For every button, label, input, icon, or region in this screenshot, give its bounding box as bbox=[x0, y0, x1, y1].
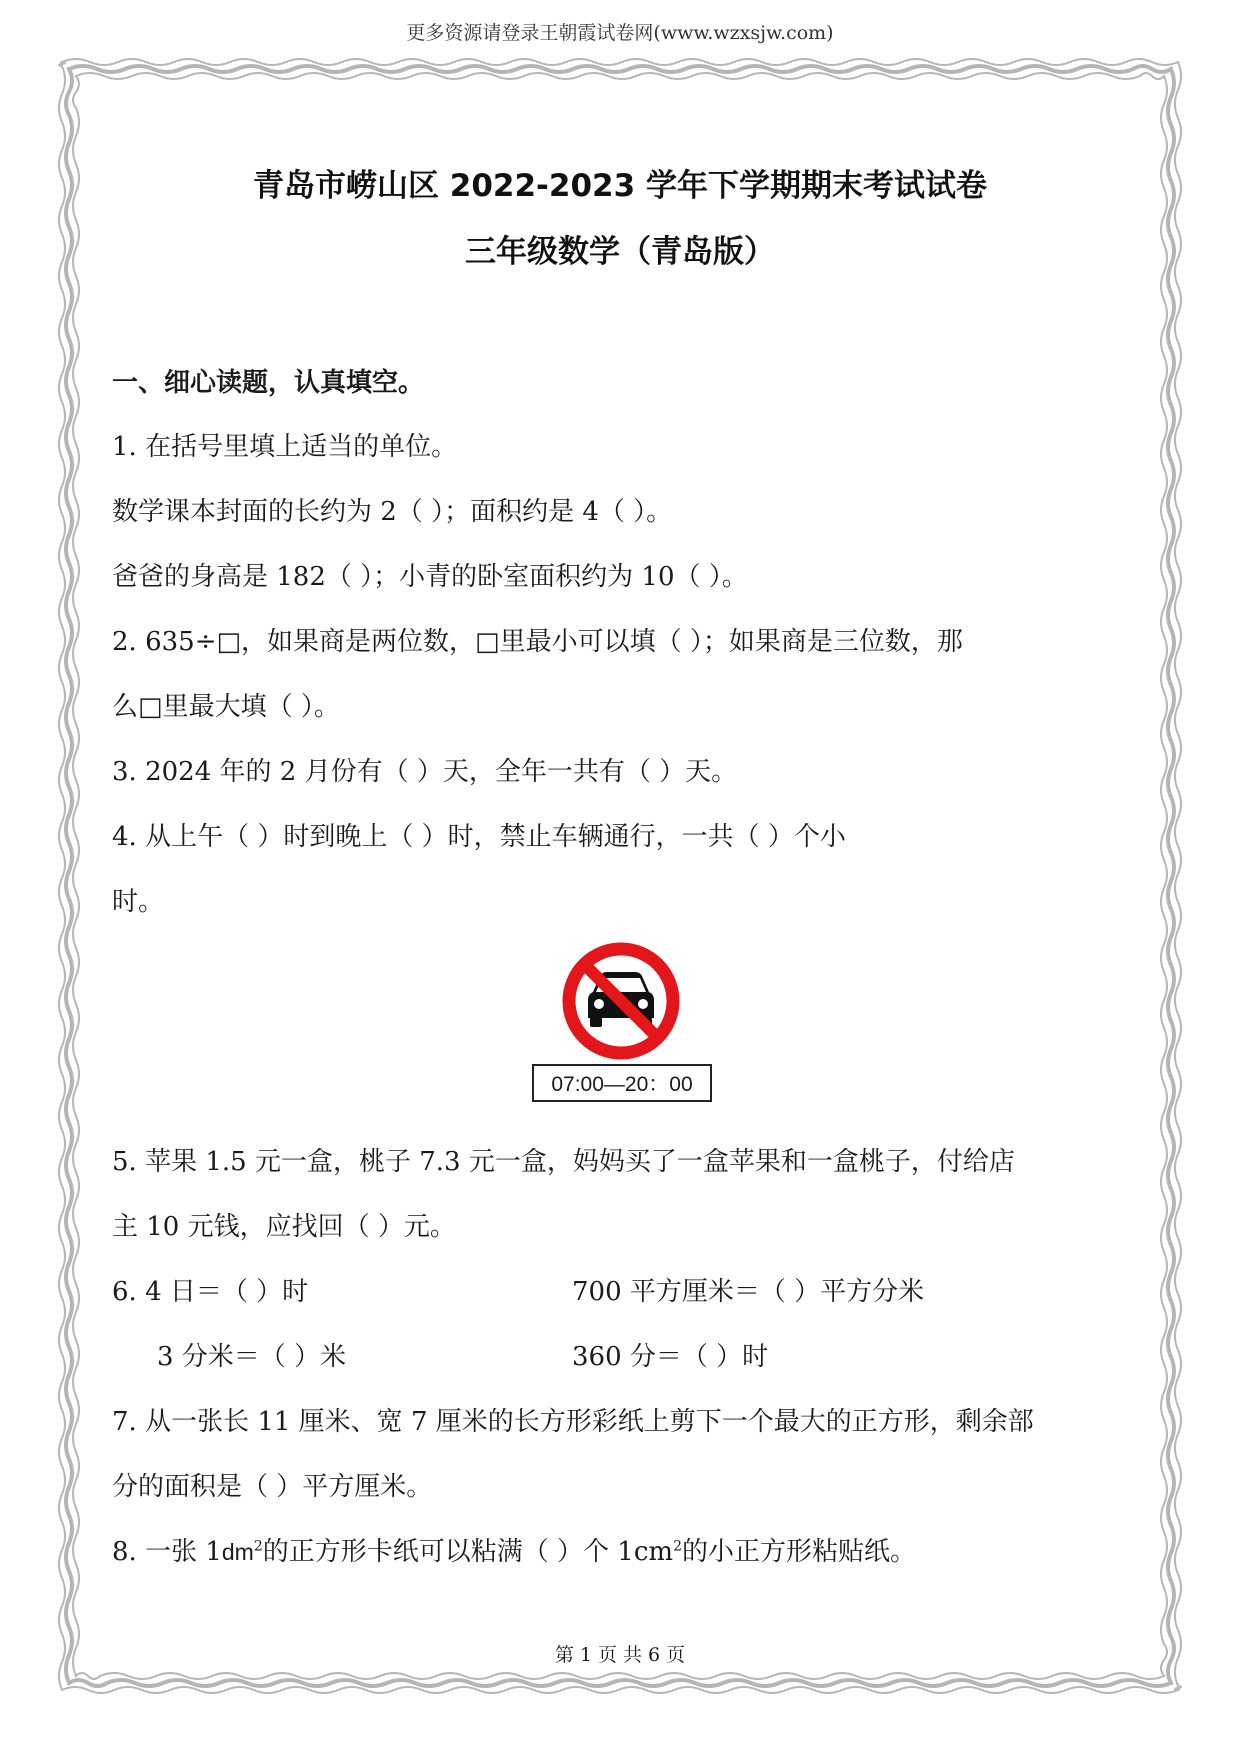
question-3: 3. 2024 年的 2 月份有（ ）天，全年一共有（ ）天。 bbox=[112, 757, 738, 787]
question-2-line2: 么□里最大填（ ）。 bbox=[112, 692, 340, 722]
decorative-border bbox=[48, 48, 1192, 1704]
section-heading: 一、细心读题，认真填空。 bbox=[112, 368, 425, 398]
question-6-b: 700 平方厘米＝（ ）平方分米 bbox=[572, 1277, 925, 1307]
question-1-a: 数学课本封面的长约为 2（ ）；面积约是 4（ ）。 bbox=[112, 497, 673, 527]
exam-title: 青岛市崂山区 2022-2023 学年下学期期末考试试卷 bbox=[252, 168, 987, 204]
exponent: 2 bbox=[673, 1538, 682, 1555]
question-1-stem: 1. 在括号里填上适当的单位。 bbox=[112, 432, 458, 462]
question-6-c: 3 分米＝（ ）米 bbox=[157, 1342, 347, 1372]
border-wave-line bbox=[59, 59, 1181, 1693]
border-wave-line bbox=[66, 66, 1174, 1686]
question-5-line2: 主 10 元钱，应找回（ ）元。 bbox=[112, 1212, 456, 1242]
watermark: 更多资源请登录王朝霞试卷网(www.wzxsjw.com) bbox=[406, 22, 834, 44]
question-4-line1: 4. 从上午（ ）时到晚上（ ）时，禁止车辆通行，一共（ ）个小 bbox=[112, 822, 846, 852]
unit-dm: dm bbox=[221, 1539, 254, 1565]
question-4-line2: 时。 bbox=[112, 887, 165, 917]
restriction-time-label: 07:00—20：00 bbox=[532, 1064, 712, 1102]
page-footer: 第 1 页 共 6 页 bbox=[554, 1644, 686, 1666]
question-1-b: 爸爸的身高是 182（ ）；小青的卧室面积约为 10（ ）。 bbox=[112, 562, 748, 592]
question-8-middle: 的正方形卡纸可以粘满（ ）个 1cm bbox=[262, 1537, 674, 1567]
question-8-after: 的小正方形粘贴纸。 bbox=[681, 1537, 916, 1567]
question-6-d: 360 分＝（ ）时 bbox=[572, 1342, 769, 1372]
exam-subtitle: 三年级数学（青岛版） bbox=[465, 234, 775, 270]
question-6-a: 6. 4 日＝（ ）时 bbox=[112, 1277, 309, 1307]
question-2-line1: 2. 635÷□，如果商是两位数，□里最小可以填（ ）；如果商是三位数，那 bbox=[112, 627, 963, 657]
border-wave-line bbox=[73, 73, 1167, 1679]
question-8 bbox=[112, 1531, 916, 1568]
question-7-line1: 7. 从一张长 11 厘米、宽 7 厘米的长方形彩纸上剪下一个最大的正方形，剩余部 bbox=[112, 1407, 1034, 1437]
question-7-line2: 分的面积是（ ）平方厘米。 bbox=[112, 1472, 433, 1502]
question-8-before: 8. 一张 1 bbox=[112, 1537, 222, 1567]
question-5-line1: 5. 苹果 1.5 元一盒，桃子 7.3 元一盒，妈妈买了一盒苹果和一盒桃子，付给店 bbox=[112, 1147, 1015, 1177]
no-vehicles-sign-icon bbox=[560, 940, 682, 1062]
exponent: 2 bbox=[253, 1538, 263, 1555]
